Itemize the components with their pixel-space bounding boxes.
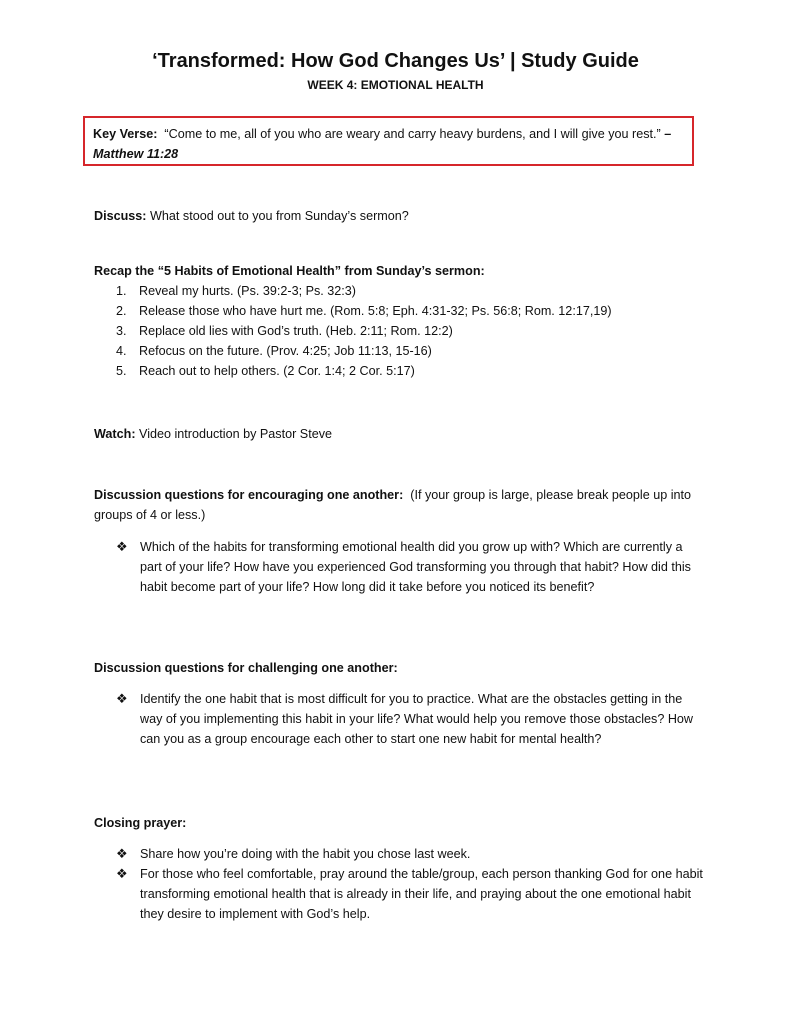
list-number: 2. [116,304,127,318]
encouraging-questions [116,537,706,597]
list-item [94,321,612,341]
watch-section [94,424,704,444]
page-subtitle: WEEK 4: EMOTIONAL HEALTH [307,78,484,92]
discuss-section [94,206,704,226]
closing-heading: Closing prayer: [94,816,187,830]
list-item-text: Reach out to help others. (2 Cor. 1:4; 2 Cor. 5:17) [139,364,415,378]
list-item [116,689,706,749]
question-text: Which of the habits for transforming emotional health did you grow up with? Which are currently a part of your life? How have you experienced God transforming you through that habit? How did this habit become part of your life? How long did it take before you noticed its benefit? [140,540,691,594]
watch-text: Video introduction by Pastor Steve [139,427,333,441]
list-number: 4. [116,344,127,358]
list-number: 3. [116,324,127,338]
list-item [94,301,612,321]
recap-heading-text: Recap the “5 Habits of Emotional Health” from Sunday’s sermon: [94,264,485,278]
encouraging-section [94,485,704,525]
habits-list [94,281,612,381]
closing-section [94,813,704,833]
list-item [94,361,612,381]
list-item [116,844,706,864]
list-number: 5. [116,364,127,378]
key-verse-reference: – Matthew 11:28 [93,127,672,161]
diamond-bullet-icon: ❖ [116,691,128,706]
challenging-section [94,658,704,678]
encouraging-heading: Discussion questions for encouraging one another: [94,488,404,502]
discuss-text: What stood out to you from Sunday’s sermon? [150,209,409,223]
list-item [94,281,612,301]
list-item-text: Reveal my hurts. (Ps. 39:2-3; Ps. 32:3) [139,284,356,298]
prayer-text: For those who feel comfortable, pray around the table/group, each person thanking God for one habit transforming emotional health that is already in their life, and praying about the one emotional habit they desire to implement with God’s help. [140,867,703,921]
key-verse-label: Key Verse: [93,127,158,141]
list-item [94,341,612,361]
diamond-bullet-icon: ❖ [116,866,128,881]
key-verse-text: “Come to me, all of you who are weary and carry heavy burdens, and I will give you rest.” [164,127,661,141]
diamond-bullet-icon: ❖ [116,846,128,861]
list-item [116,864,706,924]
list-item-text: Release those who have hurt me. (Rom. 5:8; Eph. 4:31-32; Ps. 56:8; Rom. 12:17,19) [139,304,612,318]
challenging-heading: Discussion questions for challenging one another: [94,661,398,675]
key-verse-box [83,116,694,166]
discuss-label: Discuss: [94,209,147,223]
recap-heading [94,261,704,281]
encouraging-note: (If your group is large, please break people up into groups of 4 or less.) [94,488,692,522]
question-text: Identify the one habit that is most difficult for you to practice. What are the obstacles getting in the way of you implementing this habit in your life? What would help you remove those obstacles? How can you as a group encourage each other to start one new habit for mental health? [140,692,694,746]
prayer-text: Share how you’re doing with the habit you chose last week. [140,847,471,861]
list-item-text: Refocus on the future. (Prov. 4:25; Job 11:13, 15-16) [139,344,432,358]
list-item [116,537,706,597]
watch-label: Watch: [94,427,136,441]
list-number: 1. [116,284,127,298]
diamond-bullet-icon: ❖ [116,539,128,554]
closing-prayer-list [116,844,706,924]
challenging-questions [116,689,706,749]
list-item-text: Replace old lies with God’s truth. (Heb. 2:11; Rom. 12:2) [139,324,453,338]
page-title: ‘Transformed: How God Changes Us’ | Study Guide [152,50,639,72]
